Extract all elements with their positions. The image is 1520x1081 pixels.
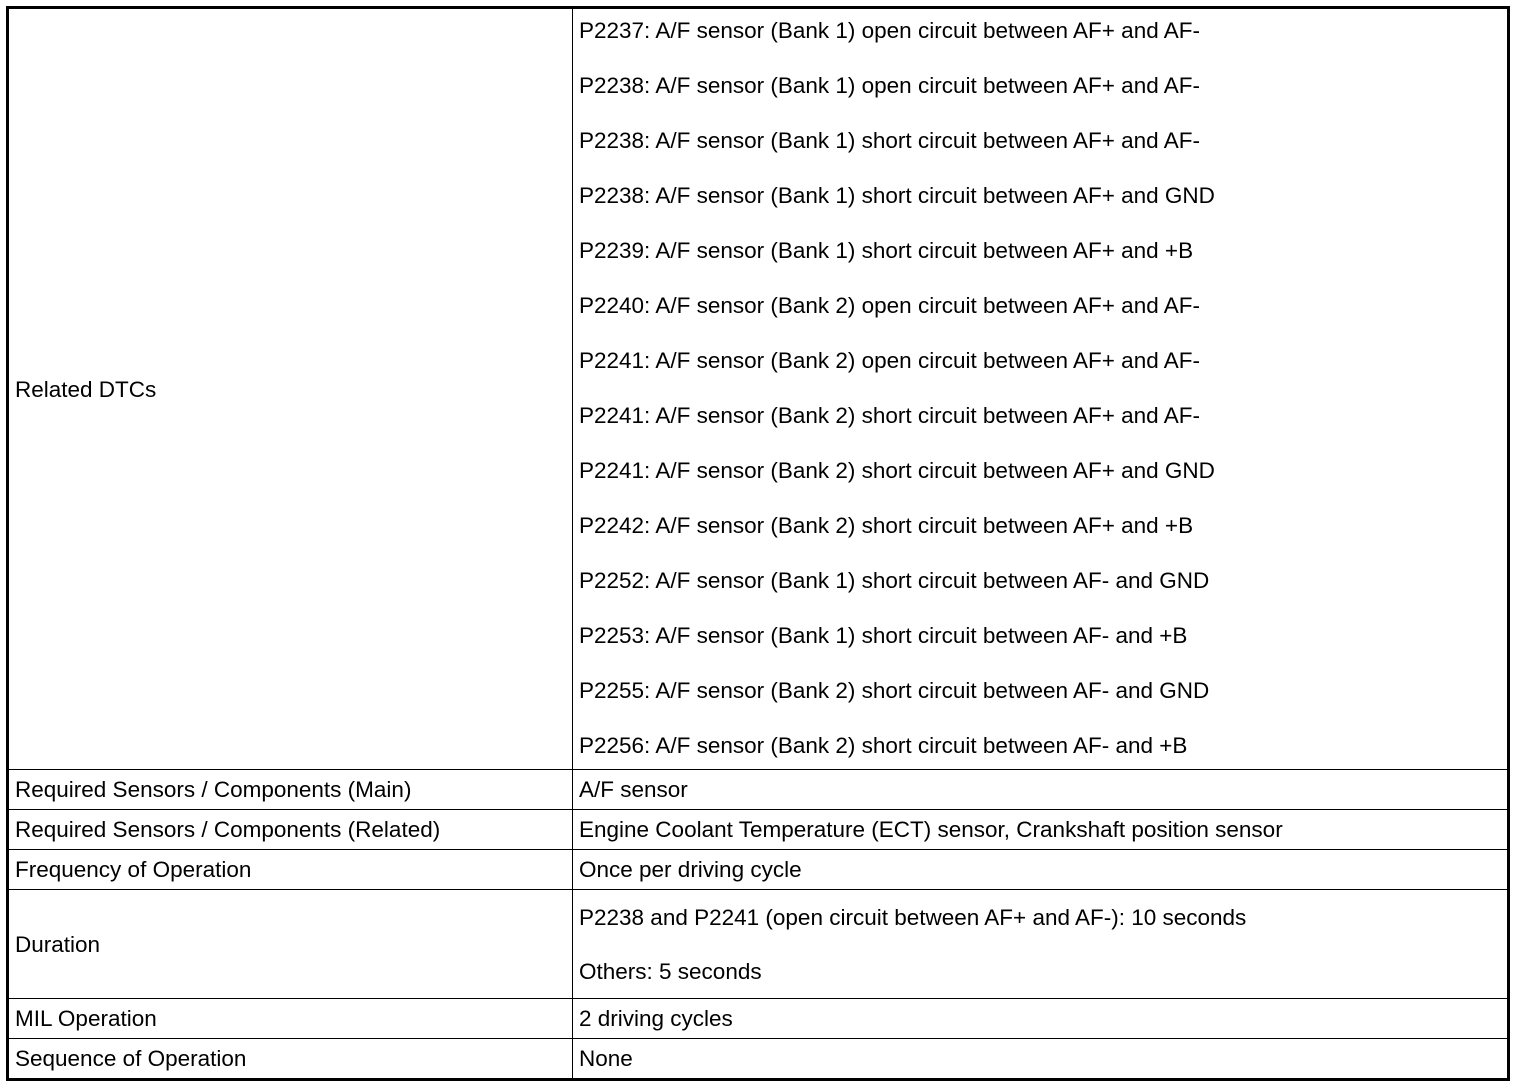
dtc-item: P2238: A/F sensor (Bank 1) short circuit between AF+ and AF- xyxy=(579,128,1200,153)
dtc-item: P2241: A/F sensor (Bank 2) short circuit between AF+ and GND xyxy=(579,458,1215,483)
dtc-item: P2241: A/F sensor (Bank 2) open circuit between AF+ and AF- xyxy=(579,348,1200,373)
dtc-item: P2238: A/F sensor (Bank 1) short circuit between AF+ and GND xyxy=(579,183,1215,208)
dtc-item: P2240: A/F sensor (Bank 2) open circuit between AF+ and AF- xyxy=(579,293,1200,318)
required-related-label: Required Sensors / Components (Related) xyxy=(8,810,573,850)
required-main-value: A/F sensor xyxy=(573,770,1509,810)
spec-table xyxy=(6,6,1510,1081)
required-main-label: Required Sensors / Components (Main) xyxy=(8,770,573,810)
row-mil xyxy=(8,999,1509,1039)
related-dtcs-label: Related DTCs xyxy=(8,8,573,770)
dtc-item: P2237: A/F sensor (Bank 1) open circuit between AF+ and AF- xyxy=(579,18,1200,43)
required-related-value: Engine Coolant Temperature (ECT) sensor, Crankshaft position sensor xyxy=(573,810,1509,850)
dtc-item: P2241: A/F sensor (Bank 2) short circuit between AF+ and AF- xyxy=(579,403,1200,428)
sequence-value: None xyxy=(573,1039,1509,1080)
row-frequency xyxy=(8,850,1509,890)
dtc-item: P2242: A/F sensor (Bank 2) short circuit between AF+ and +B xyxy=(579,513,1194,538)
related-dtcs-list xyxy=(573,8,1509,770)
row-required-related xyxy=(8,810,1509,850)
sequence-label: Sequence of Operation xyxy=(8,1039,573,1080)
row-related-dtcs xyxy=(8,8,1509,770)
frequency-label: Frequency of Operation xyxy=(8,850,573,890)
duration-line: P2238 and P2241 (open circuit between AF+ and AF-): 10 seconds xyxy=(579,904,1247,930)
dtc-item: P2252: A/F sensor (Bank 1) short circuit between AF- and GND xyxy=(579,568,1210,593)
dtc-item: P2253: A/F sensor (Bank 1) short circuit between AF- and +B xyxy=(579,623,1188,648)
duration-line: Others: 5 seconds xyxy=(579,958,762,984)
dtc-item: P2256: A/F sensor (Bank 2) short circuit between AF- and +B xyxy=(579,733,1188,758)
mil-label: MIL Operation xyxy=(8,999,573,1039)
row-required-main xyxy=(8,770,1509,810)
row-duration xyxy=(8,890,1509,999)
row-sequence xyxy=(8,1039,1509,1080)
dtc-item: P2238: A/F sensor (Bank 1) open circuit between AF+ and AF- xyxy=(579,73,1200,98)
mil-value: 2 driving cycles xyxy=(573,999,1509,1039)
dtc-item: P2255: A/F sensor (Bank 2) short circuit between AF- and GND xyxy=(579,678,1210,703)
duration-label: Duration xyxy=(8,890,573,999)
duration-value xyxy=(573,890,1509,999)
dtc-item: P2239: A/F sensor (Bank 1) short circuit between AF+ and +B xyxy=(579,238,1194,263)
frequency-value: Once per driving cycle xyxy=(573,850,1509,890)
